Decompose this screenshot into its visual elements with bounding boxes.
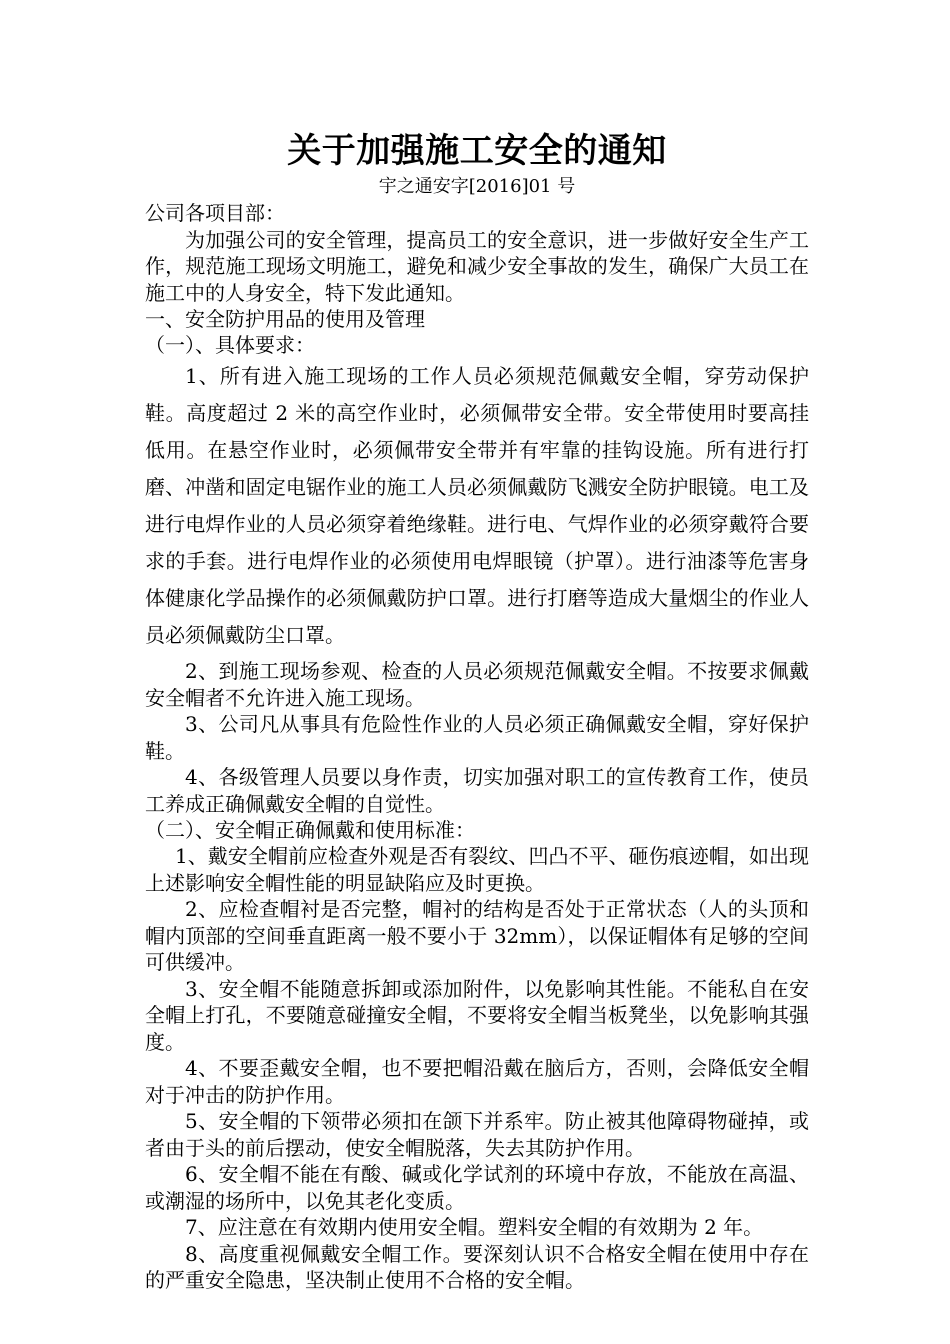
subsection-heading: （二）、安全帽正确佩戴和使用标准： (145, 818, 475, 842)
usage-standard-item: 5、安全帽的下领带必须扣在颌下并系牢。防止被其他障碍物碰掉，或者由于头的前后摆动，使安全帽脱落，失去其防护作用。 (145, 1109, 809, 1160)
requirement-item: 2、到施工现场参观、检查的人员必须规范佩戴安全帽。不按要求佩戴安全帽者不允许进入施工现场。 (145, 659, 809, 710)
usage-standard-item: 2、应检查帽衬是否完整，帽衬的结构是否处于正常状态（人的头顶和帽内顶部的空间垂直距离一般不要小于 32mm），以保证帽体有足够的空间可供缓冲。 (145, 897, 809, 974)
usage-standard-item: 7、应注意在有效期内使用安全帽。塑料安全帽的有效期为 2 年。 (185, 1215, 764, 1239)
section-heading: 一、安全防护用品的使用及管理 (145, 307, 425, 331)
requirement-item: 4、各级管理人员要以身作责，切实加强对职工的宣传教育工作，使员工养成正确佩戴安全帽的自觉性。 (145, 765, 809, 816)
document-title: 关于加强施工安全的通知 (287, 131, 667, 171)
usage-standard-item: 6、安全帽不能在有酸、碱或化学试剂的环境中存放，不能放在高温、或潮湿的场所中，以免其老化变质。 (145, 1162, 809, 1213)
usage-standard-item: 4、不要歪戴安全帽，也不要把帽沿戴在脑后方，否则，会降低安全帽对于冲击的防护作用。 (145, 1056, 809, 1107)
usage-standard-item: 1、戴安全帽前应检查外观是否有裂纹、凹凸不平、砸伤痕迹帽，如出现上述影响安全帽性能的明显缺陷应及时更换。 (145, 844, 809, 895)
usage-standard-item: 8、高度重视佩戴安全帽工作。要深刻认识不合格安全帽在使用中存在的严重安全隐患，坚决制止使用不合格的安全帽。 (145, 1241, 809, 1292)
requirement-item: 1、所有进入施工现场的工作人员必须规范佩戴安全帽，穿劳动保护鞋。高度超过 2 米的高空作业时，必须佩带安全带。安全带使用时要高挂低用。在悬空作业时，必须佩带安全带并有牢靠的挂钩设施。所有进行打磨、冲凿和固定电锯作业的施工人员必须佩戴防飞溅安全防护眼镜。电工及进行电焊作业的人员必须穿着绝缘鞋。进行电、气焊作业的必须穿戴符合要求的手套。进行电焊作业的必须使用电焊眼镜（护罩）。进行油漆等危害身体健康化学品操作的必须佩戴防护口罩。进行打磨等造成大量烟尘的作业人员必须佩戴防尘口罩。 (145, 364, 809, 647)
salutation: 公司各项目部： (145, 201, 285, 225)
usage-standard-item: 3、安全帽不能随意拆卸或添加附件，以免影响其性能。不能私自在安全帽上打孔，不要随意碰撞安全帽，不要将安全帽当板凳坐，以免影响其强度。 (145, 976, 809, 1054)
document-number: 宇之通安字[2016]01 号 (378, 176, 576, 197)
subsection-heading: （一）、具体要求： (145, 333, 315, 357)
requirement-item: 3、公司凡从事具有危险性作业的人员必须正确佩戴安全帽，穿好保护鞋。 (145, 712, 809, 763)
document-body (145, 128, 809, 1294)
intro-paragraph: 为加强公司的安全管理，提高员工的安全意识，进一步做好安全生产工作，规范施工现场文明施工，避免和减少安全事故的发生，确保广大员工在施工中的人身安全，特下发此通知。 (145, 227, 809, 305)
